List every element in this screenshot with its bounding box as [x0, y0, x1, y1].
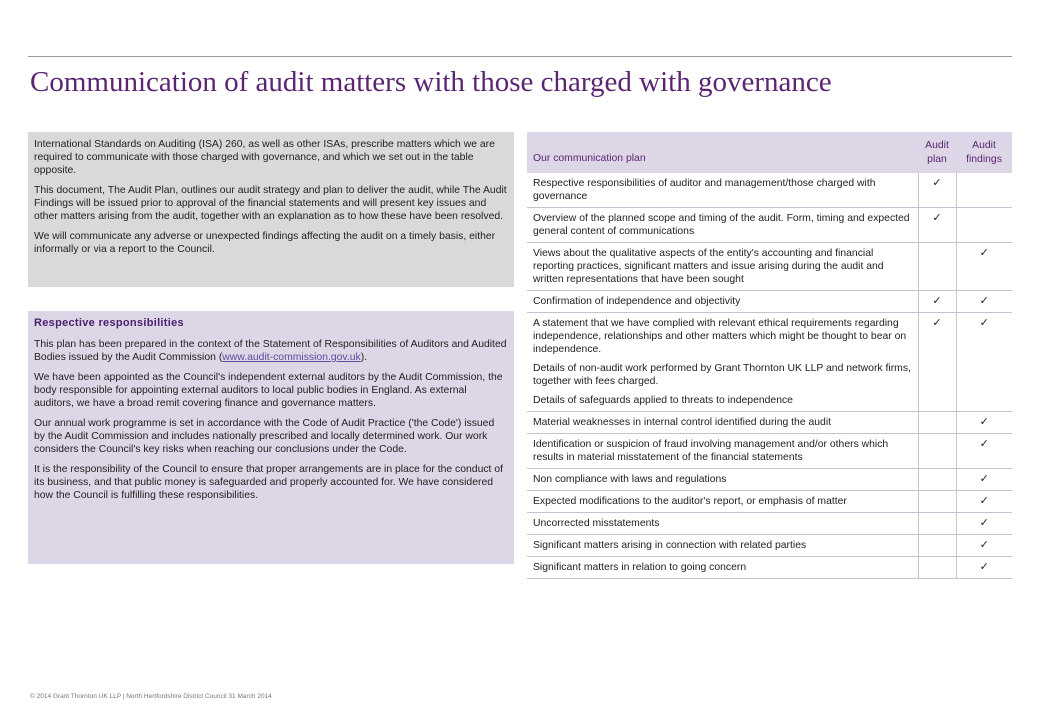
responsibilities-paragraph: It is the responsibility of the Council to ensure that proper arrangements are in place for the conduct of its business, and that public money is safeguarded and properly accounted for. We have considered how the Council is fulfilling these responsibilities. [34, 464, 503, 501]
audit-plan-cell [918, 469, 956, 491]
row-description-text: Expected modifications to the auditor's report, or emphasis of matter [533, 496, 847, 507]
audit-commission-link[interactable]: www.audit-commission.gov.uk [222, 352, 361, 363]
responsibilities-paragraph: Our annual work programme is set in accordance with the Code of Audit Practice ('the Code') issued by the Audit Commission and includes nationally prescribed and locally determined work. Our work considers the Council's key risks when reaching our conclusions under the Code. [34, 418, 495, 455]
row-description-text: A statement that we have complied with relevant ethical requirements regarding independence, relationships and other matters which might be thought to bear on independence. [533, 318, 907, 355]
table-row [527, 173, 1012, 208]
check-icon: ✓ [932, 212, 942, 224]
audit-findings-cell [956, 243, 1012, 291]
row-description-text: Confirmation of independence and objectivity [533, 296, 741, 307]
row-description-text: Details of non-audit work performed by Grant Thornton UK LLP and network firms, together with fees charged. [533, 363, 911, 387]
audit-plan-cell [918, 513, 956, 535]
responsibilities-text: ). [360, 352, 368, 363]
table-row [527, 313, 1012, 412]
row-description [527, 243, 918, 291]
audit-findings-cell [956, 434, 1012, 469]
check-icon: ✓ [979, 561, 989, 573]
check-icon: ✓ [979, 317, 989, 329]
audit-findings-cell [956, 535, 1012, 557]
intro-paragraph: This document, The Audit Plan, outlines our audit strategy and plan to deliver the audit, while The Audit Findings will be issued prior to approval of the financial statements and will present key issues and other matters arising from the audit, together with an explanation as to how these have been resolved. [34, 185, 507, 222]
audit-findings-cell [956, 469, 1012, 491]
intro-paragraph: International Standards on Auditing (ISA) 260, as well as other ISAs, prescribe matters which we are required to communicate with those charged with governance, and which we set out in the table opposite. [34, 139, 495, 176]
row-description-text: Material weaknesses in internal control identified during the audit [533, 417, 832, 428]
table-row [527, 513, 1012, 535]
responsibilities-panel [28, 311, 514, 564]
header-audit-findings: Audit findings [956, 132, 1012, 173]
check-icon: ✓ [932, 177, 942, 189]
row-description [527, 173, 918, 208]
audit-findings-cell [956, 557, 1012, 579]
row-description-text: Identification or suspicion of fraud involving management and/or others which results in material misstatement of the financial statements [533, 439, 889, 463]
check-icon: ✓ [979, 517, 989, 529]
row-description [527, 313, 918, 412]
audit-findings-cell [956, 291, 1012, 313]
table-row [527, 208, 1012, 243]
audit-plan-cell [918, 557, 956, 579]
table-body [527, 173, 1012, 579]
audit-findings-cell [956, 173, 1012, 208]
responsibilities-heading: Respective responsibilities [34, 317, 184, 329]
table-header-row [527, 132, 1012, 173]
row-description-text: Significant matters in relation to going concern [533, 562, 747, 573]
audit-findings-cell [956, 412, 1012, 434]
row-description-text: Views about the qualitative aspects of the entity's accounting and financial reporting practices, significant matters and issue arising during the audit and written representations that have been sought [533, 248, 884, 285]
row-description [527, 208, 918, 243]
row-description [527, 469, 918, 491]
table-row [527, 491, 1012, 513]
audit-plan-cell [918, 412, 956, 434]
header-communication-plan: Our communication plan [527, 132, 918, 173]
row-description [527, 513, 918, 535]
audit-plan-cell [918, 491, 956, 513]
check-icon: ✓ [979, 495, 989, 507]
audit-plan-cell [918, 313, 956, 412]
row-description-text: Non compliance with laws and regulations [533, 474, 727, 485]
audit-findings-cell [956, 313, 1012, 412]
footer: © 2014 Grant Thornton UK LLP | North Hertfordshire District Council 31 March 2014 [30, 693, 272, 700]
audit-plan-cell [918, 173, 956, 208]
table-row [527, 469, 1012, 491]
check-icon: ✓ [932, 317, 942, 329]
table-row [527, 434, 1012, 469]
header-audit-plan: Audit plan [918, 132, 956, 173]
audit-findings-cell [956, 208, 1012, 243]
row-description-text: Uncorrected misstatements [533, 518, 660, 529]
row-description-text: Respective responsibilities of auditor and management/those charged with governance [533, 178, 876, 202]
table-row [527, 412, 1012, 434]
check-icon: ✓ [979, 539, 989, 551]
audit-plan-cell [918, 243, 956, 291]
check-icon: ✓ [979, 438, 989, 450]
responsibilities-text: This plan has been prepared in the context of the Statement of Responsibilities of Auditors and Audited Bodies issued by the Audit Commission ( [34, 339, 507, 363]
top-divider [28, 56, 1012, 57]
row-description-text: Overview of the planned scope and timing of the audit. Form, timing and expected general content of communications [533, 213, 910, 237]
row-description-text: Significant matters arising in connection with related parties [533, 540, 807, 551]
table-row [527, 535, 1012, 557]
table-row [527, 557, 1012, 579]
audit-plan-cell [918, 434, 956, 469]
check-icon: ✓ [979, 295, 989, 307]
row-description [527, 291, 918, 313]
check-icon: ✓ [979, 247, 989, 259]
row-description [527, 412, 918, 434]
check-icon: ✓ [979, 473, 989, 485]
audit-plan-cell [918, 208, 956, 243]
communication-plan-table [527, 132, 1012, 579]
table-row [527, 291, 1012, 313]
page-title: Communication of audit matters with those charged with governance [30, 66, 832, 98]
row-description [527, 557, 918, 579]
row-description [527, 491, 918, 513]
audit-findings-cell [956, 513, 1012, 535]
intro-paragraph: We will communicate any adverse or unexpected findings affecting the audit on a timely basis, either informally or via a report to the Council. [34, 231, 496, 255]
row-description-text: Details of safeguards applied to threats to independence [533, 395, 793, 406]
check-icon: ✓ [932, 295, 942, 307]
intro-panel [28, 132, 514, 287]
row-description [527, 434, 918, 469]
audit-findings-cell [956, 491, 1012, 513]
responsibilities-paragraph: We have been appointed as the Council's independent external auditors by the Audit Commission, the body responsible for appointing external auditors to local public bodies in England. As external auditors, we have a broad remit covering finance and governance matters. [34, 372, 503, 409]
responsibilities-paragraph [34, 338, 508, 364]
row-description [527, 535, 918, 557]
audit-plan-cell [918, 535, 956, 557]
check-icon: ✓ [979, 416, 989, 428]
table-row [527, 243, 1012, 291]
audit-plan-cell [918, 291, 956, 313]
